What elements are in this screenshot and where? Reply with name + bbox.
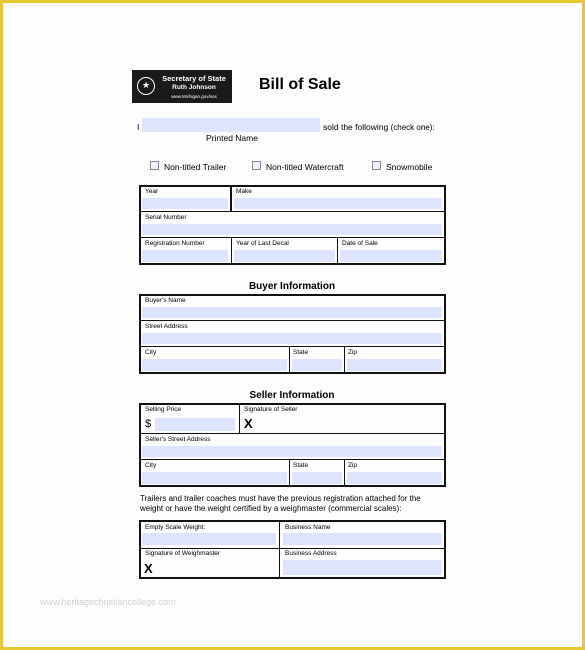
col-divider	[231, 238, 232, 264]
seller-signature-field[interactable]	[256, 418, 442, 431]
registration-number-field[interactable]	[142, 250, 228, 262]
row-divider	[140, 320, 445, 321]
selling-price-field[interactable]	[155, 418, 235, 431]
form-title: Bill of Sale	[259, 76, 341, 93]
label-zip: Zip	[348, 349, 358, 356]
weighmaster-signature-mark: X	[144, 561, 153, 576]
seller-signature-mark: X	[244, 416, 253, 431]
option-non-titled-watercraft: Non-titled Watercraft	[266, 162, 344, 172]
buyer-city-field[interactable]	[142, 359, 287, 371]
business-address-field[interactable]	[283, 560, 442, 575]
checkbox-non-titled-watercraft[interactable]	[252, 161, 261, 170]
col-divider	[279, 521, 280, 578]
seller-city-field[interactable]	[142, 472, 287, 484]
year-of-last-decal-field[interactable]	[234, 250, 335, 262]
row-divider	[140, 548, 445, 549]
row-divider	[140, 237, 445, 238]
weighmaster-signature-field[interactable]	[156, 562, 276, 575]
row-divider	[140, 433, 445, 434]
label-empty-scale-weight: Empty Scale Weight:	[145, 524, 206, 531]
label-registration-number: Registration Number	[145, 240, 205, 247]
intro-hint: (check one):	[390, 123, 435, 132]
year-field[interactable]	[142, 198, 228, 209]
col-divider	[344, 460, 345, 486]
label-make: Make	[236, 188, 252, 195]
business-name-field[interactable]	[283, 533, 442, 545]
seller-state-field[interactable]	[292, 472, 342, 484]
date-of-sale-field[interactable]	[340, 250, 442, 262]
col-divider	[289, 460, 290, 486]
printed-name-field[interactable]	[142, 118, 320, 132]
logo-line-1: Secretary of State	[162, 74, 226, 83]
intro-suffix	[323, 122, 435, 132]
label-date-of-sale: Date of Sale	[342, 240, 378, 247]
col-divider	[337, 238, 338, 264]
seller-street-address-field[interactable]	[142, 446, 442, 457]
col-divider	[289, 347, 290, 373]
intro-suffix-text: sold the following	[323, 122, 389, 132]
label-zip: Zip	[348, 462, 358, 469]
label-city: City	[145, 349, 157, 356]
buyers-name-field[interactable]	[142, 307, 442, 318]
buyer-state-field[interactable]	[292, 359, 342, 371]
note-line-1: Trailers and trailer coaches must have the previous registration attached for the	[140, 494, 421, 503]
buyer-street-address-field[interactable]	[142, 333, 442, 344]
col-divider	[344, 347, 345, 373]
label-year-of-last-decal: Year of Last Decal	[236, 240, 289, 247]
make-field[interactable]	[234, 198, 442, 209]
label-business-address: Business Address	[285, 550, 337, 557]
intro-prefix: I	[137, 122, 140, 132]
option-snowmobile: Snowmobile	[386, 162, 433, 172]
label-serial-number: Serial Number	[145, 214, 187, 221]
row-divider	[140, 211, 445, 212]
label-city: City	[145, 462, 157, 469]
seller-information-heading: Seller Information	[249, 390, 335, 401]
label-business-name: Business Name	[285, 524, 331, 531]
row-divider	[140, 346, 445, 347]
serial-number-field[interactable]	[142, 224, 442, 235]
col-divider	[239, 404, 240, 434]
buyer-zip-field[interactable]	[347, 359, 442, 371]
label-selling-price: Selling Price	[145, 406, 182, 413]
michigan-seal-icon: ★	[137, 77, 155, 95]
label-signature-of-weighmaster: Signature of Weighmaster	[145, 550, 221, 557]
label-street-address: Street Address	[145, 323, 188, 330]
label-sellers-street-address: Seller's Street Address	[145, 436, 211, 443]
label-buyers-name: Buyer's Name	[145, 297, 186, 304]
weighmaster-note	[140, 494, 421, 514]
checkbox-snowmobile[interactable]	[372, 161, 381, 170]
buyer-information-heading: Buyer Information	[248, 281, 336, 292]
printed-name-label: Printed Name	[206, 133, 258, 143]
label-state: State	[293, 462, 309, 469]
logo-line-2: Ruth Johnson	[172, 84, 216, 91]
empty-scale-weight-field[interactable]	[142, 533, 276, 545]
secretary-of-state-logo	[132, 70, 232, 103]
currency-symbol: $	[145, 418, 152, 430]
logo-line-3: www.Michigan.gov/sos	[171, 94, 217, 99]
col-divider	[230, 186, 232, 212]
option-non-titled-trailer: Non-titled Trailer	[164, 162, 227, 172]
label-signature-of-seller: Signature of Seller	[244, 406, 298, 413]
watermark-text: www.heritagechristiancollege.com	[40, 597, 176, 607]
seller-zip-field[interactable]	[347, 472, 442, 484]
label-year: Year	[145, 188, 159, 195]
note-line-2: weight or have the weight certified by a weighmaster (commercial scales):	[140, 504, 402, 513]
row-divider	[140, 459, 445, 460]
checkbox-non-titled-trailer[interactable]	[150, 161, 159, 170]
label-state: State	[293, 349, 309, 356]
